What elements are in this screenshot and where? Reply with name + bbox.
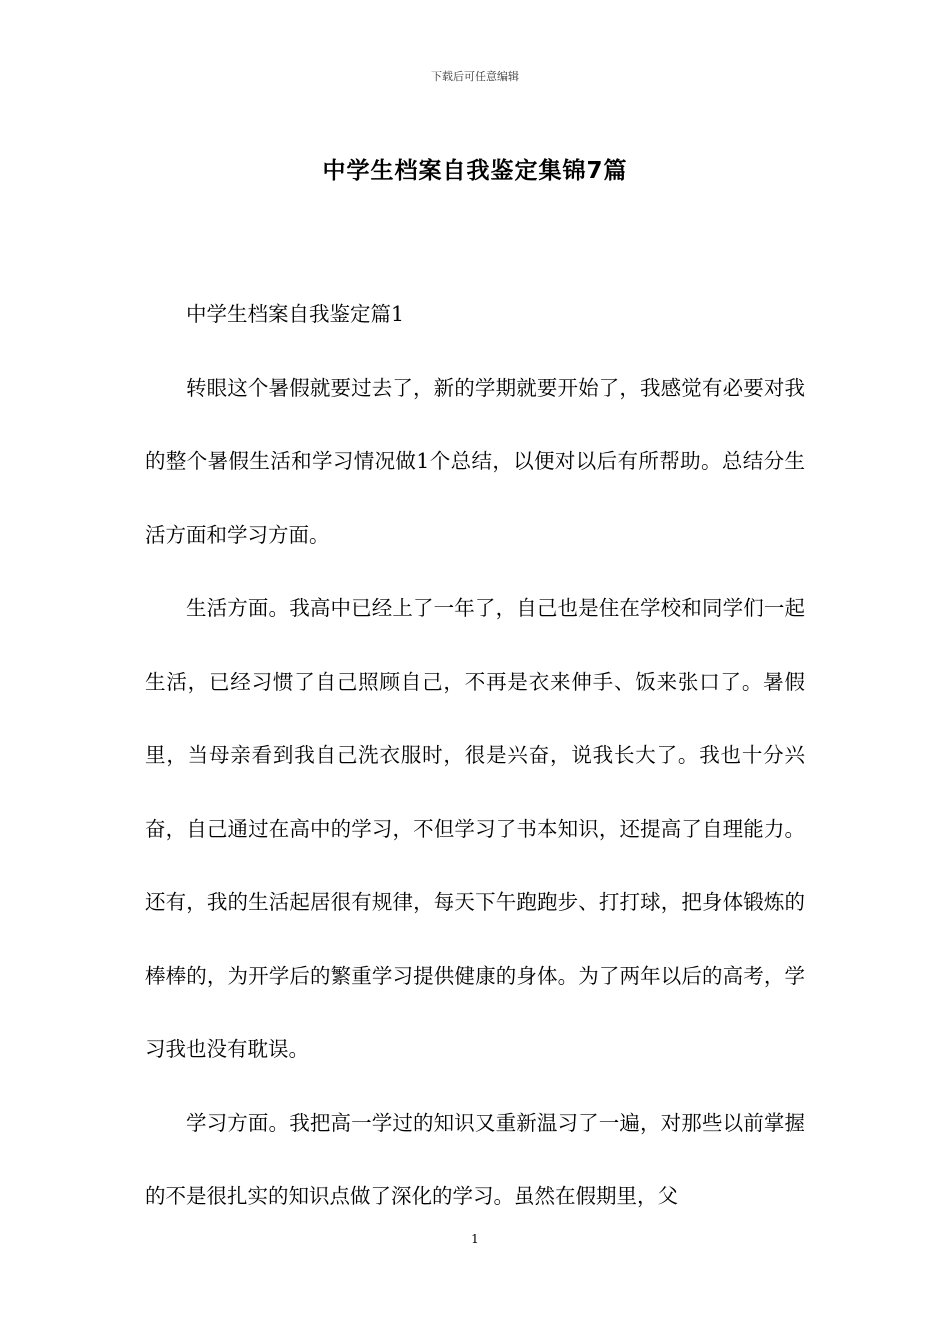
paragraph: 生活方面。我高中已经上了一年了，自己也是住在学校和同学们一起生活，已经习惯了自己照顾自己，不再是衣来伸手、饭来张口了。暑假里，当母亲看到我自己洗衣服时，很是兴奋，说我长大了。我也十分兴奋，自己通过在高中的学习，不但学习了书本知识，还提高了自理能力。还有，我的生活起居很有规律，每天下午跑跑步、打打球，把身体锻炼的棒棒的，为开学后的繁重学习提供健康的身体。为了两年以后的高考，学习我也没有耽误。 [145, 596, 805, 1061]
page-number: 1 [471, 1232, 479, 1246]
header-note: 下载后可任意编辑 [431, 70, 519, 83]
section-heading: 中学生档案自我鉴定篇1 [186, 302, 405, 326]
document-title: 中学生档案自我鉴定集锦7篇 [322, 158, 628, 184]
paragraph: 学习方面。我把高一学过的知识又重新温习了一遍，对那些以前掌握的不是很扎实的知识点做了深化的学习。虽然在假期里，父 [145, 1110, 805, 1208]
document-body [145, 278, 805, 1234]
paragraph: 转眼这个暑假就要过去了，新的学期就要开始了，我感觉有必要对我的整个暑假生活和学习情况做1个总结，以便对以后有所帮助。总结分生活方面和学习方面。 [145, 375, 805, 547]
